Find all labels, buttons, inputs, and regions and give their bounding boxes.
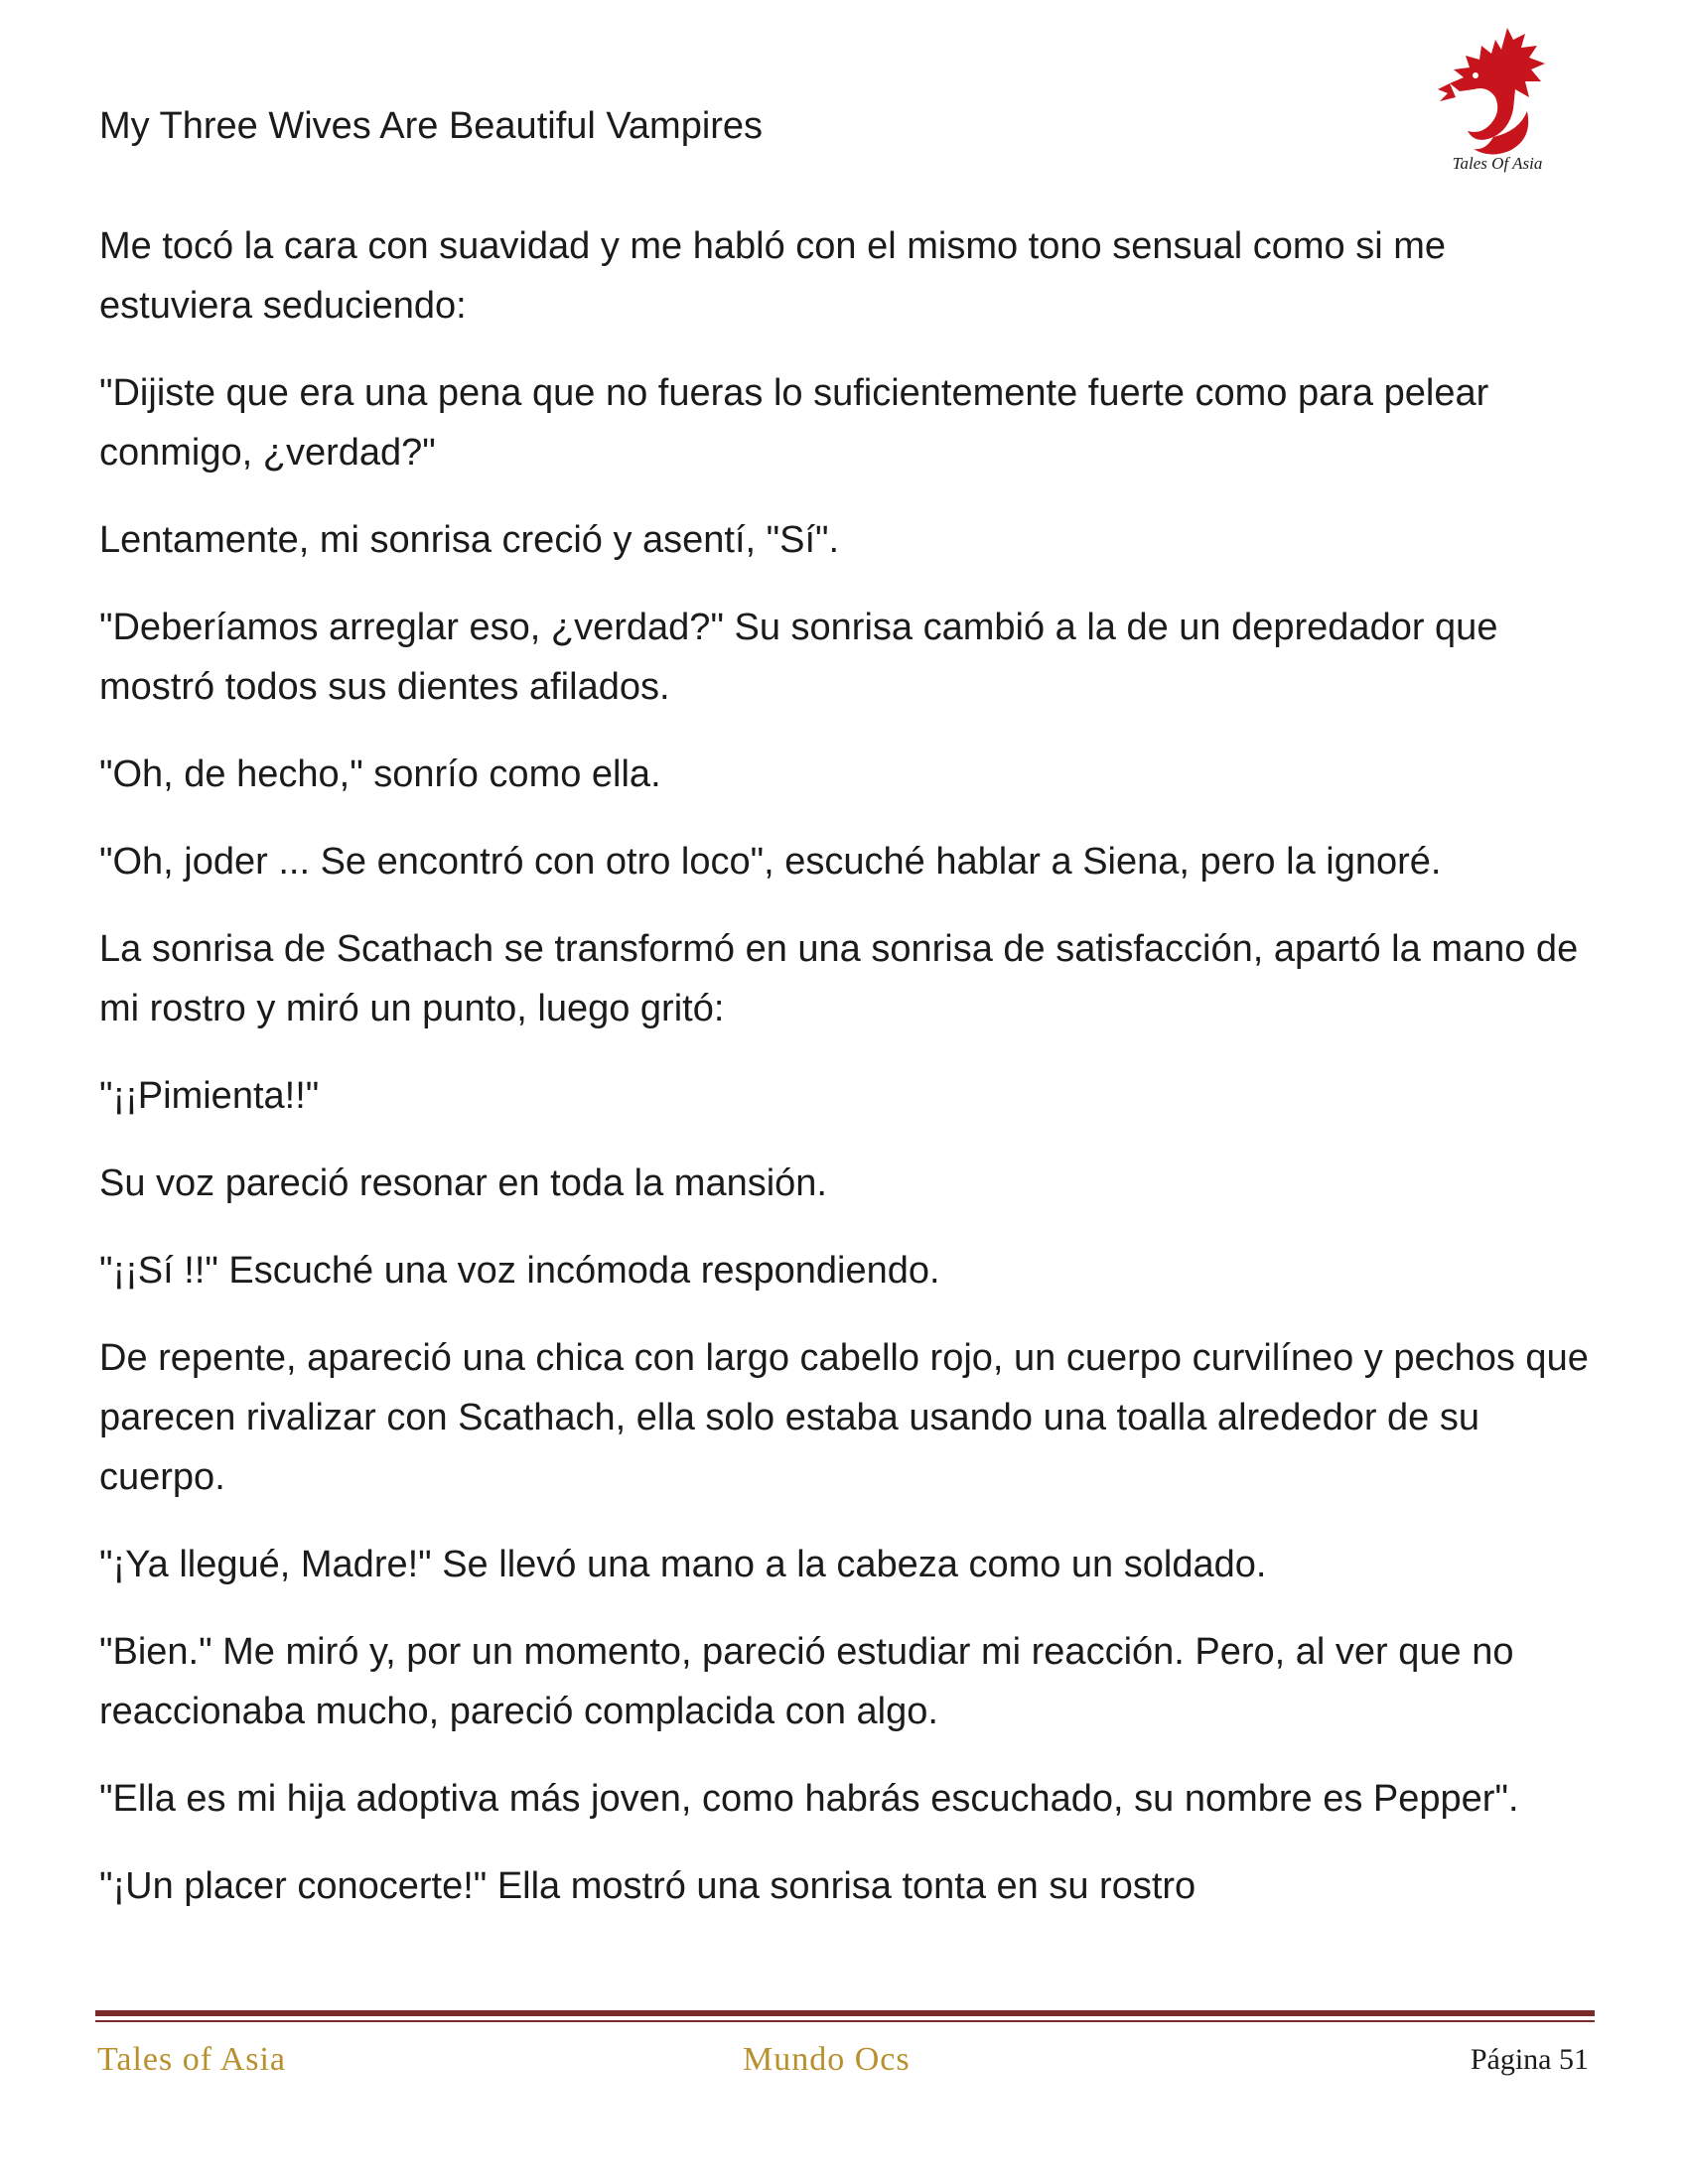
- tales-of-asia-logo: [1430, 20, 1559, 179]
- page-number: Página 51: [1470, 2043, 1589, 2076]
- footer-site: Mundo Ocs: [743, 2041, 911, 2078]
- paragraph: "¡Un placer conocerte!" Ella mostró una sonrisa tonta en su rostro: [99, 1865, 1196, 1907]
- paragraph: "Deberíamos arreglar eso, ¿verdad?" Su sonrisa cambió a la de un depredador que mostró todos sus dientes afilados.: [99, 607, 1498, 708]
- paragraph: "¡¡Sí !!" Escuché una voz incómoda respondiendo.: [99, 1250, 940, 1292]
- paragraph: Me tocó la cara con suavidad y me habló con el mismo tono sensual como si me estuviera seduciendo:: [99, 225, 1446, 327]
- paragraph: "Oh, joder ... Se encontró con otro loco", escuché hablar a Siena, pero la ignoré.: [99, 841, 1442, 883]
- paragraph: "¡¡Pimienta!!": [99, 1075, 320, 1117]
- body-text: [99, 216, 1589, 1944]
- paragraph: De repente, apareció una chica con largo cabello rojo, un cuerpo curvilíneo y pechos que parecen rivalizar con Scathach, ella solo estaba usando una toalla alrededor de su cuerpo.: [99, 1337, 1589, 1498]
- footer-publisher: Tales of Asia: [97, 2041, 287, 2078]
- paragraph: Su voz pareció resonar en toda la mansión.: [99, 1162, 827, 1204]
- paragraph: "Bien." Me miró y, por un momento, pareció estudiar mi reacción. Pero, al ver que no reaccionaba mucho, pareció complacida con algo.: [99, 1631, 1514, 1732]
- footer-divider: [95, 2010, 1595, 2016]
- paragraph: Lentamente, mi sonrisa creció y asentí, "Sí".: [99, 519, 840, 561]
- red-dragon-icon: [1430, 20, 1559, 179]
- logo-text: Tales Of Asia: [1452, 154, 1543, 173]
- paragraph: "Dijiste que era una pena que no fueras lo suficientemente fuerte como para pelear conmigo, ¿verdad?": [99, 372, 1489, 474]
- document-title: My Three Wives Are Beautiful Vampires: [99, 105, 764, 147]
- paragraph: "¡Ya llegué, Madre!" Se llevó una mano a la cabeza como un soldado.: [99, 1544, 1267, 1585]
- paragraph: "Ella es mi hija adoptiva más joven, como habrás escuchado, su nombre es Pepper".: [99, 1778, 1519, 1820]
- paragraph: "Oh, de hecho," sonrío como ella.: [99, 753, 661, 795]
- footer-divider-thin: [95, 2020, 1595, 2022]
- paragraph: La sonrisa de Scathach se transformó en una sonrisa de satisfacción, apartó la mano de mi rostro y miró un punto, luego gritó:: [99, 928, 1579, 1029]
